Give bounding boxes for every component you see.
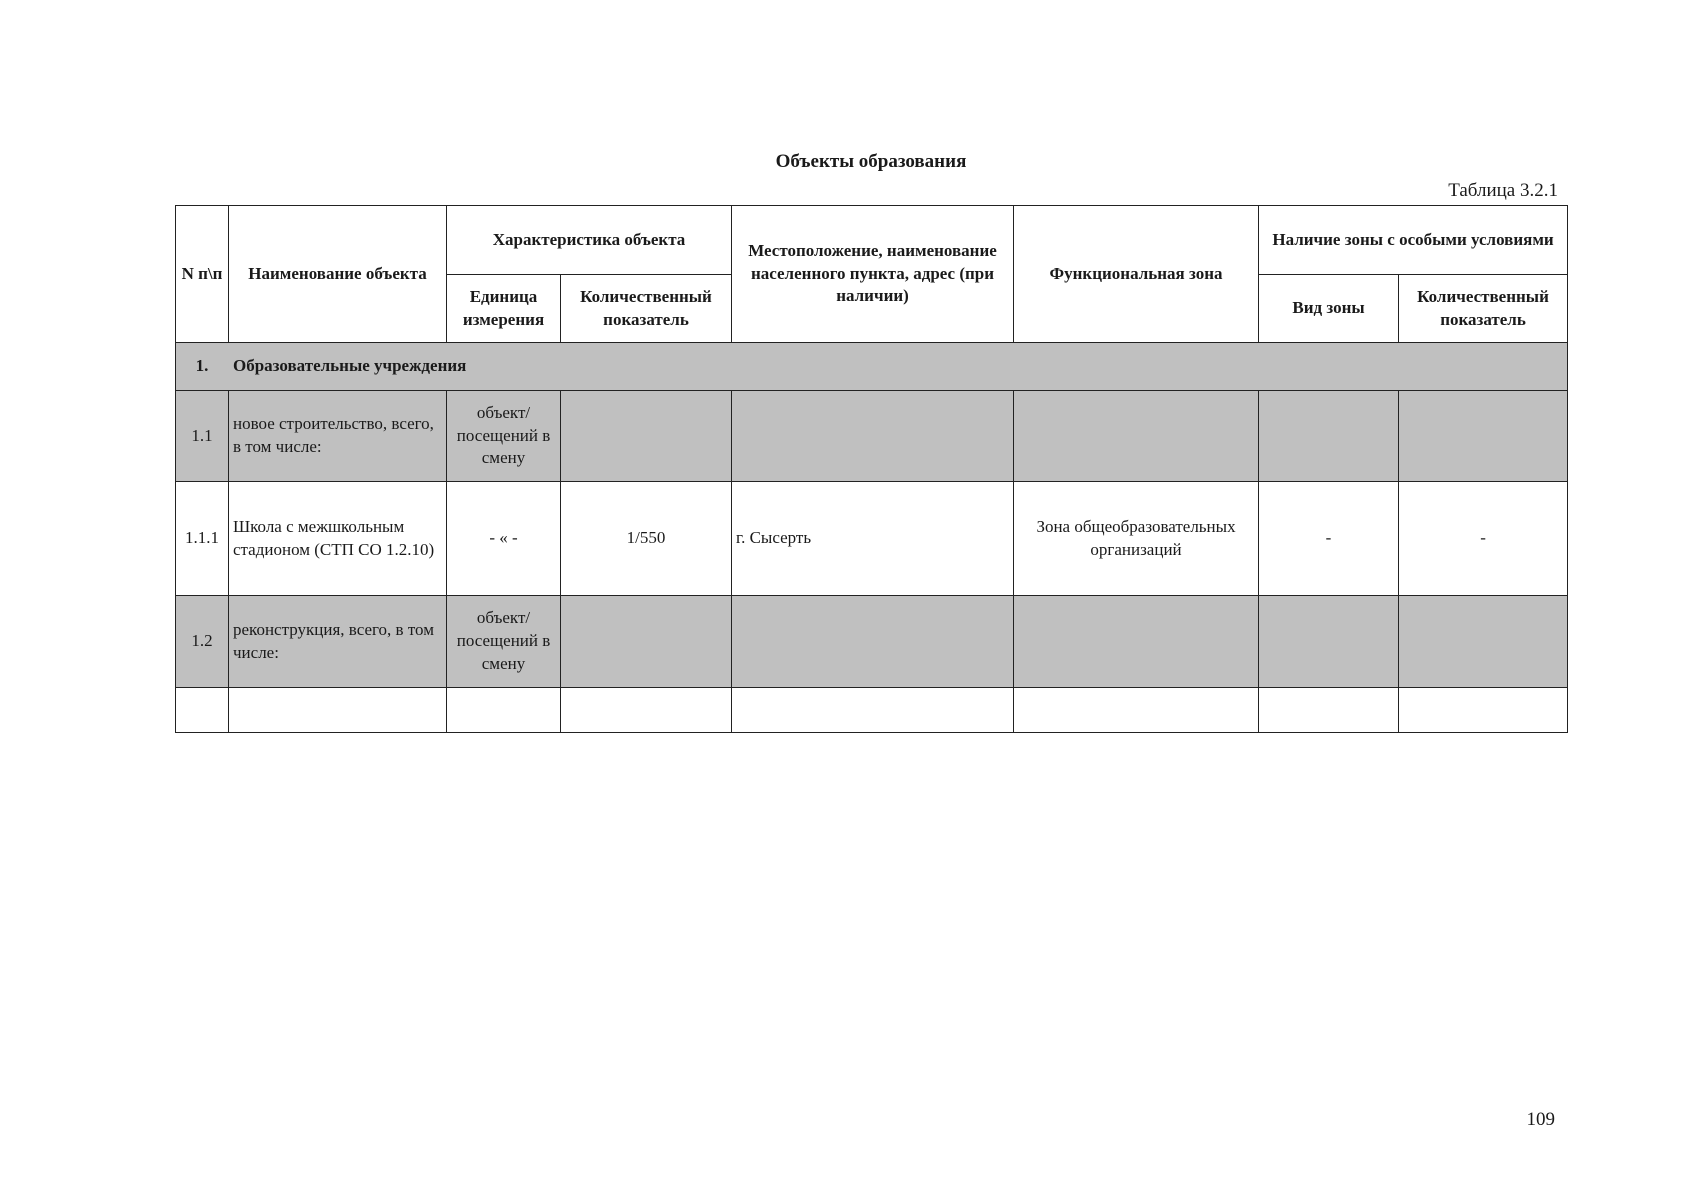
- cell-zone-type: [1259, 596, 1399, 688]
- cell-num: 1.2: [176, 596, 229, 688]
- cell-quantity: [561, 688, 732, 733]
- cell-zone-type: [1259, 391, 1399, 482]
- table-row: [176, 596, 1568, 688]
- cell-section-name: Образовательные учреждения: [229, 343, 1568, 391]
- page-number: 109: [1526, 1109, 1555, 1130]
- table-row: [176, 482, 1568, 596]
- cell-location: [732, 688, 1014, 733]
- cell-num: 1.: [176, 343, 229, 391]
- table-row: [176, 343, 1568, 391]
- cell-functional-zone: [1014, 596, 1259, 688]
- cell-zone-type: [1259, 688, 1399, 733]
- cell-zone-quantity: -: [1399, 482, 1568, 596]
- cell-unit: - « -: [447, 482, 561, 596]
- table-row: [176, 688, 1568, 733]
- header-zone-quantity: Количественный показатель: [1399, 275, 1568, 343]
- cell-zone-type: -: [1259, 482, 1399, 596]
- cell-zone-quantity: [1399, 391, 1568, 482]
- cell-zone-quantity: [1399, 688, 1568, 733]
- header-quantity: Количественный показатель: [561, 275, 732, 343]
- header-zone-type: Вид зоны: [1259, 275, 1399, 343]
- cell-name: реконструкция, всего, в том числе:: [229, 596, 447, 688]
- cell-location: [732, 596, 1014, 688]
- cell-functional-zone: [1014, 688, 1259, 733]
- cell-quantity: 1/550: [561, 482, 732, 596]
- header-special-zone: Наличие зоны с особыми условиями: [1259, 206, 1568, 275]
- document-title: Объекты образования: [775, 151, 967, 172]
- table-row: [176, 391, 1568, 482]
- cell-num: [176, 688, 229, 733]
- header-location: Местоположение, наименование населенного пункта, адрес (при наличии): [732, 206, 1014, 343]
- cell-name: [229, 688, 447, 733]
- cell-name: новое строительство, всего, в том числе:: [229, 391, 447, 482]
- cell-unit: объект/ посещений в смену: [447, 596, 561, 688]
- cell-functional-zone: Зона общеобразовательных организаций: [1014, 482, 1259, 596]
- cell-functional-zone: [1014, 391, 1259, 482]
- header-functional-zone: Функциональная зона: [1014, 206, 1259, 343]
- header-characteristic: Характеристика объекта: [447, 206, 732, 275]
- header-row-1: [176, 206, 1568, 275]
- header-num: N п\п: [176, 206, 229, 343]
- header-name: Наименование объекта: [229, 206, 447, 343]
- cell-location: г. Сысерть: [732, 482, 1014, 596]
- cell-quantity: [561, 391, 732, 482]
- header-unit: Единица измерения: [447, 275, 561, 343]
- cell-unit: [447, 688, 561, 733]
- cell-zone-quantity: [1399, 596, 1568, 688]
- cell-location: [732, 391, 1014, 482]
- cell-num: 1.1: [176, 391, 229, 482]
- table-number-label: Таблица 3.2.1: [1448, 180, 1558, 201]
- education-objects-table: [175, 205, 1568, 733]
- cell-name: Школа с межшкольным стадионом (СТП СО 1.2.10): [229, 482, 447, 596]
- cell-quantity: [561, 596, 732, 688]
- cell-unit: объект/ посещений в смену: [447, 391, 561, 482]
- cell-num: 1.1.1: [176, 482, 229, 596]
